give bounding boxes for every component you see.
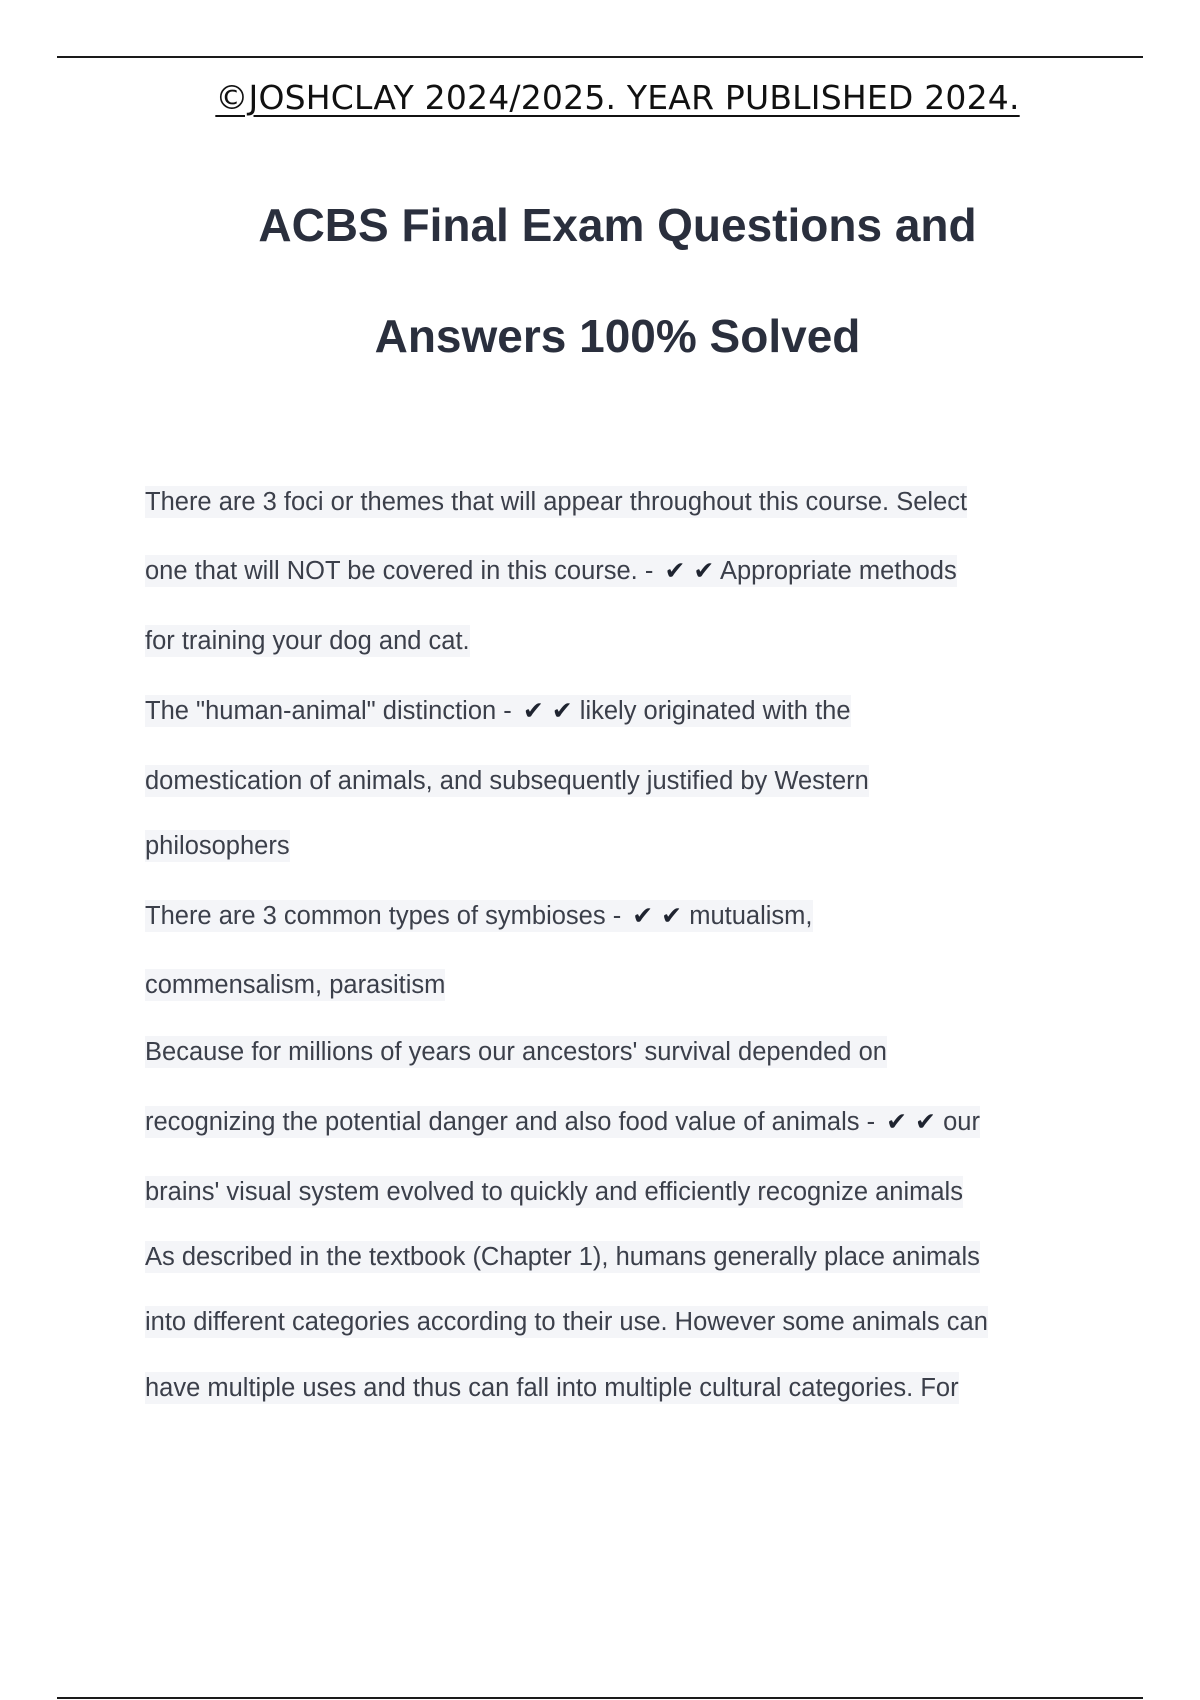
text-line [145,1370,959,1406]
bottom-rule [57,1697,1143,1699]
question-text: There are 3 common types of symbioses - [145,902,629,930]
double-check-icon: ✔ ✔ [632,901,683,930]
text-line [145,623,470,659]
document-title-line-1: ACBS Final Exam Questions and [258,199,977,251]
text-line [145,1034,887,1070]
double-check-icon: ✔ ✔ [664,556,715,585]
answer-text: mutualism, [689,902,813,930]
line-text: for training your dog and cat. [145,627,470,655]
copyright-text: ©JOSHCLAY 2024/2025. YEAR PUBLISHED 2024. [215,78,1020,117]
line-text: have multiple uses and thus can fall into multiple cultural categories. For [145,1374,959,1402]
text-line [145,1174,963,1210]
text-line [145,1104,980,1140]
double-check-icon: ✔ ✔ [522,696,573,725]
line-text: There are 3 foci or themes that will appear throughout this course. Select [145,488,968,516]
document-title-line-2: Answers 100% Solved [374,310,861,362]
question-text: recognizing the potential danger and also food value of animals - [145,1108,883,1136]
copyright-header [0,78,1200,117]
question-text: The "human-animal" distinction - [145,697,519,725]
double-check-icon: ✔ ✔ [886,1107,936,1136]
question-text: one that will NOT be covered in this course. - [145,557,661,585]
text-line [145,967,445,1003]
line-text: philosophers [145,832,290,860]
text-line [145,484,967,520]
top-rule [57,56,1143,58]
text-line [145,1239,980,1275]
line-text: Because for millions of years our ancestors' survival depended on [145,1038,887,1066]
answer-text: likely originated with the [579,697,851,725]
text-line [145,1304,988,1340]
line-text: As described in the textbook (Chapter 1), humans generally place animals [145,1243,980,1271]
answer-text: Appropriate methods [719,557,957,585]
line-text: brains' visual system evolved to quickly and efficiently recognize animals [145,1178,963,1206]
line-text: domestication of animals, and subsequently justified by Western [145,767,869,795]
text-line [145,828,290,864]
line-text: commensalism, parasitism [145,971,446,999]
text-line [145,763,869,799]
text-line [145,693,851,729]
line-text: into different categories according to their use. However some animals can [145,1308,988,1336]
answer-text: our [943,1108,980,1136]
text-line [145,898,813,934]
text-line [145,553,957,589]
